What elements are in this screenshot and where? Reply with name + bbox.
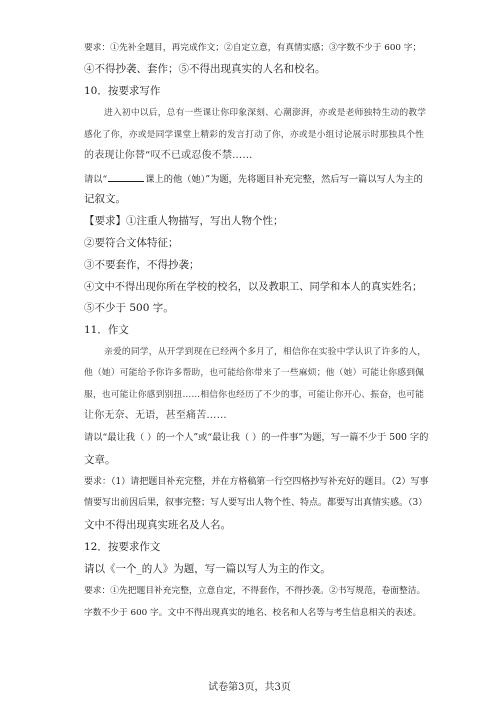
q10-task-before: 请以“ [84, 174, 108, 185]
q11-prompt-line1: 亲爱的同学，从开学到现在已经两个多月了，相信你在实验中学认识了许多的人， [104, 347, 427, 357]
q11-task-line2: 文章。 [84, 454, 116, 466]
q10-task-line1 [84, 171, 429, 187]
q10-requirement-3: ③不要套作，不得抄袭； [84, 259, 200, 271]
q10-requirement-1: 【要求】①注重人物描写，写出人物个性； [84, 215, 284, 227]
q12-task: 请以《一个_的人》为题，写一篇以写人为主的作文。 [84, 563, 331, 575]
q10-requirement-4: ④文中不得出现你所在学校的校名，以及教职工、同学和本人的真实姓名； [84, 281, 423, 293]
q12-requirement-line1: 要求：①先把题目补充完整，立意自定，不得套作，不得抄袭。②书写规范，卷面整洁。 [84, 586, 426, 596]
q10-task-after: 课上的他（她）”为题，先将题目补充完整，然后写一篇以写人为主的 [145, 174, 423, 185]
q11-prompt-line4: 让你无奈、无语，甚至痛苦…… [84, 410, 227, 421]
q11-prompt-line2: 他（她）可能给予你许多帮助，也可能给你带来了一些麻烦；他（她）可能让你感到佩 [84, 368, 425, 378]
q12-title: 12．按要求作文 [84, 541, 161, 553]
q10-title: 10．按要求写作 [84, 85, 161, 97]
q11-requirement-line1: 要求：（1）请把题目补充完整，并在方格稿第一行空四格抄写补充好的题目。（2）写事 [84, 477, 429, 487]
q11-prompt-line3: 服，也可能让你感到别扭……相信你也经历了不少的事，可能让你开心、振奋，也可能 [84, 390, 425, 400]
q10-prompt-line2: 感化了你，亦或是同学课堂上精彩的发言打动了你，亦或是小组讨论展示时那独具个性 [84, 130, 425, 140]
q12-requirement-line2: 字数不少于 600 字。文中不得出现真实的地名、校名和人名等与考生信息相关的表述。 [84, 608, 422, 618]
q10-title-blank [108, 171, 144, 182]
q10-requirement-5: ⑤不少于 500 字。 [84, 302, 174, 314]
q9-requirements-line1: 要求：①先补全题目，再完成作文；②自定立意，有真情实感；③字数不少于 600 字； [84, 43, 422, 53]
q10-task-line2: 记叙文。 [84, 193, 126, 205]
q10-requirement-2: ②要符合文体特征； [84, 237, 179, 249]
q9-requirements-line2: ④不得抄袭、套作；⑤不得出现真实的人名和校名。 [84, 63, 326, 75]
q11-title: 11．作文 [84, 324, 129, 336]
q11-task-line1: 请以“最让我（ ）的一个人”或“最让我（ ）的一件事”为题，写一篇不少于 500 字的 [84, 432, 429, 443]
q11-requirement-line2: 情要写出前因后果，叙事完整；写人要写出人物个性、特点。都要写出真情实感。（3） [84, 498, 428, 508]
q10-prompt-line3: 的表现让你替“叹不已或忍俊不禁…… [84, 150, 253, 161]
q10-prompt-line1: 进入初中以后，总有一些课让你印象深刻、心潮澎湃，亦或是老师独特生动的教学 [104, 108, 427, 118]
page-footer: 试卷第3页，共3页 [208, 682, 291, 693]
q11-requirement-line3: 文中不得出现真实班名及人名。 [84, 519, 231, 531]
